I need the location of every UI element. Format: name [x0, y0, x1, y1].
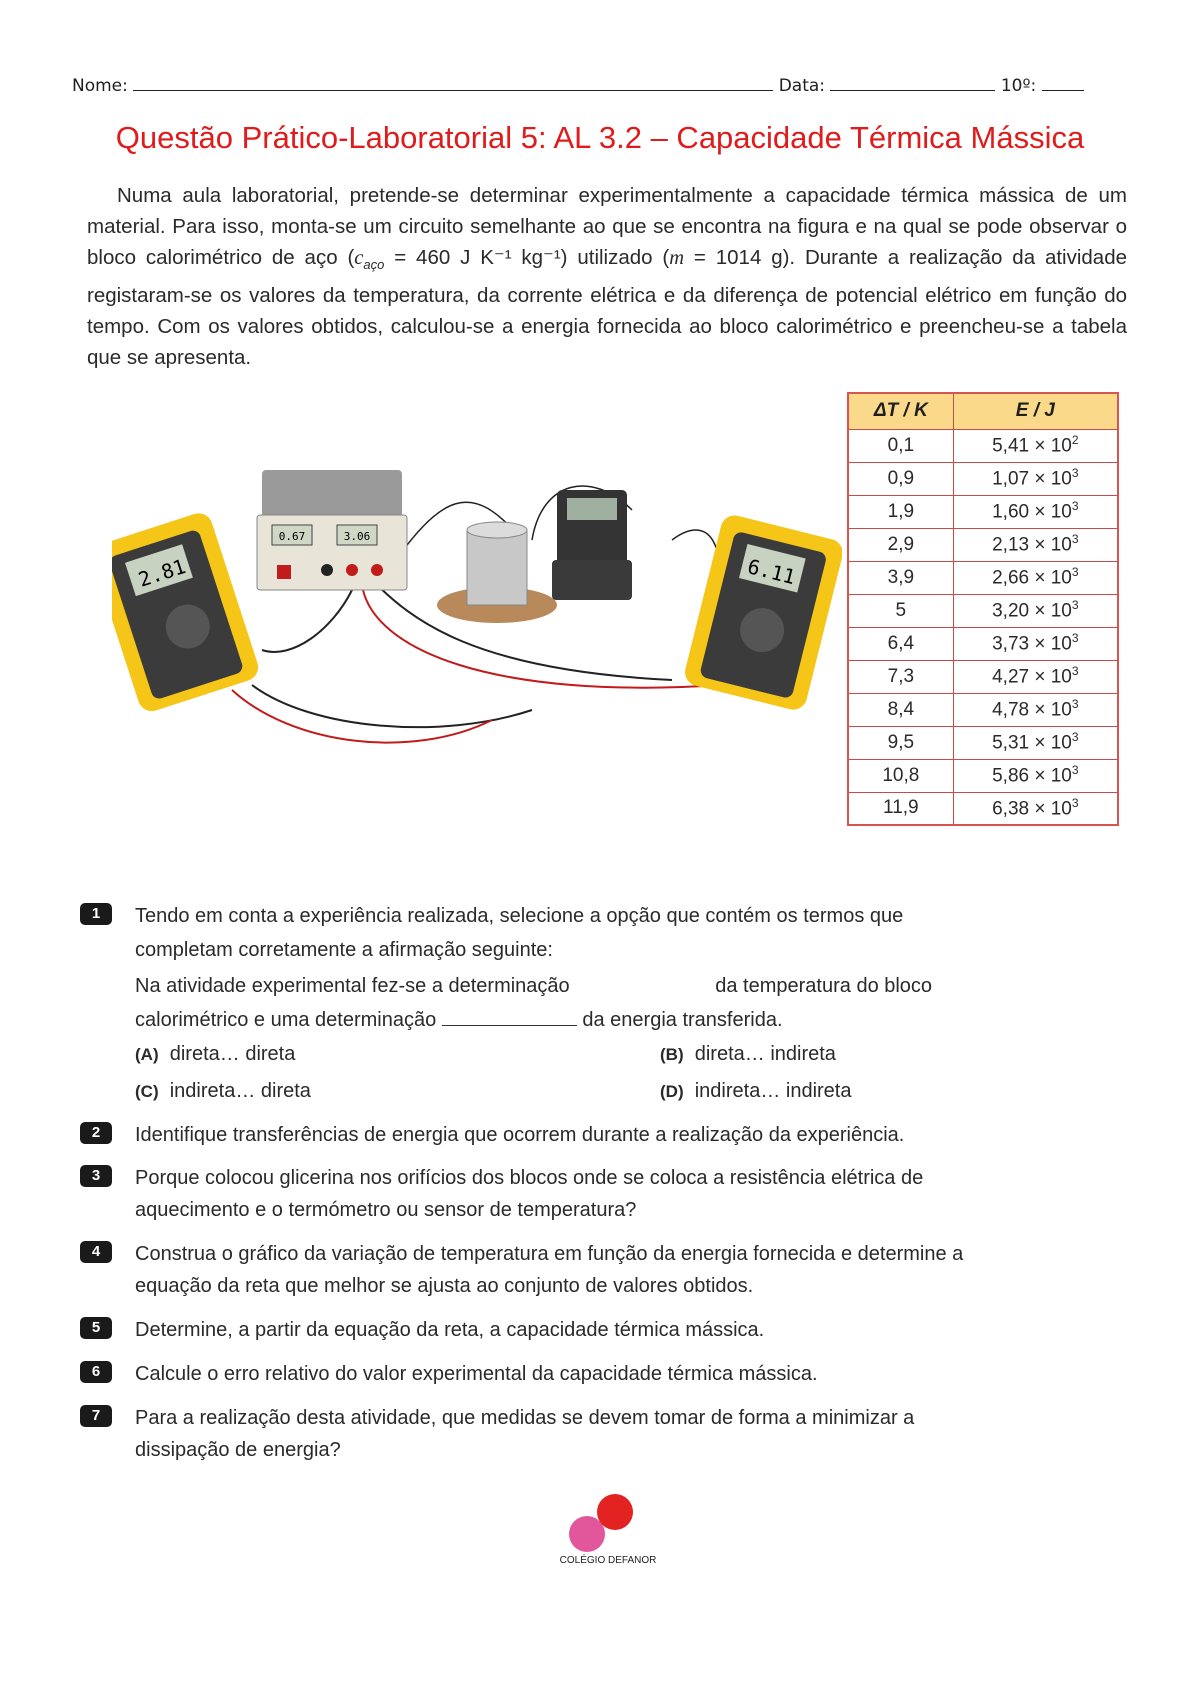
table-row: [848, 495, 1118, 528]
energy-exponent: 2: [1071, 433, 1079, 448]
option-d[interactable]: [660, 1075, 851, 1108]
energy-cell: [953, 528, 1118, 561]
table-row: [848, 693, 1118, 726]
question-number: 5: [80, 1317, 112, 1339]
c-value: = 460 J K⁻¹ kg⁻¹) utilizado (: [384, 246, 670, 269]
ano-label: 10º:: [1000, 76, 1037, 96]
energy-exponent: 3: [1071, 532, 1079, 547]
delta-t-cell: 3,9: [848, 561, 953, 594]
question-text: dissipação de energia?: [135, 1439, 341, 1461]
table-row: [848, 429, 1118, 462]
energy-exponent: 3: [1071, 466, 1079, 481]
question-statement: [135, 1004, 1120, 1036]
table-row: [848, 462, 1118, 495]
answer-blank[interactable]: [442, 1012, 577, 1026]
option-b[interactable]: [660, 1038, 836, 1071]
energy-mantissa: 4,27 × 10: [992, 666, 1072, 688]
psu-display-right: 3.06: [343, 530, 371, 543]
energy-cell: [953, 693, 1118, 726]
c-subscript: aço: [363, 257, 385, 273]
energy-mantissa: 2,13 × 10: [992, 534, 1072, 556]
statement-part: Na atividade experimental fez-se a determinação: [135, 975, 570, 997]
delta-t-cell: 10,8: [848, 759, 953, 792]
table-header-energy: E / J: [953, 393, 1118, 429]
intro-text-2: = 1014 g). Durante a realização da atividade registaram-se os valores da temperatura, da corrente elétrica e da diferença de potencial elétrico em função do tempo. Com os valores obtidos, calculou-se a energia fornecida ao bloco calorimétrico e preencheu-se a tabela que se apresenta.: [87, 246, 1128, 370]
delta-t-cell: 5: [848, 594, 953, 627]
table-row: [848, 594, 1118, 627]
option-text: indireta… indireta: [694, 1080, 852, 1102]
option-a[interactable]: [135, 1038, 295, 1071]
question-text: Para a realização desta atividade, que medidas se devem tomar de forma a minimizar a: [135, 1407, 915, 1429]
option-c[interactable]: [135, 1075, 311, 1108]
table-header-delta-t: ΔT / K: [848, 393, 953, 429]
energy-exponent: 3: [1071, 499, 1079, 514]
delta-t-cell: 1,9: [848, 495, 953, 528]
energy-cell: [953, 759, 1118, 792]
energy-mantissa: 1,07 × 10: [992, 468, 1072, 490]
delta-t-cell: 0,1: [848, 429, 953, 462]
right-meter-display: 6.11: [745, 554, 798, 590]
option-text: direta… indireta: [694, 1043, 836, 1065]
question-text: aquecimento e o termómetro ou sensor de temperatura?: [135, 1199, 637, 1221]
delta-t-cell: 0,9: [848, 462, 953, 495]
energy-exponent: 3: [1071, 796, 1079, 811]
energy-exponent: 3: [1071, 697, 1079, 712]
student-header: [72, 76, 1112, 96]
energy-cell: [953, 594, 1118, 627]
intro-paragraph: [87, 180, 1127, 373]
option-text: indireta… direta: [169, 1080, 311, 1102]
intro-text-1: Numa aula laboratorial, pretende-se determinar experimentalmente a capacidade térmica mássica de um material. Para isso, monta-se um circuito semelhante ao que se encontra na figura e na qual se pode observar o bloco calorimétrico de aço (: [87, 184, 1127, 269]
energy-mantissa: 5,41 × 10: [992, 435, 1072, 457]
power-supply-vent: [262, 470, 402, 520]
table-row: [848, 561, 1118, 594]
delta-t-cell: 6,4: [848, 627, 953, 660]
energy-cell: [953, 792, 1118, 825]
question-text: Construa o gráfico da variação de temperatura em função da energia fornecida e determine a: [135, 1243, 964, 1265]
question-text: Tendo em conta a experiência realizada, selecione a opção que contém os termos que: [135, 905, 904, 927]
energy-mantissa: 5,86 × 10: [992, 765, 1072, 787]
question-number: 7: [80, 1405, 112, 1427]
table-row: [848, 660, 1118, 693]
option-label: (D): [660, 1082, 684, 1101]
question-number: 3: [80, 1165, 112, 1187]
energy-exponent: 3: [1071, 565, 1079, 580]
energy-mantissa: 2,66 × 10: [992, 567, 1072, 589]
energy-temperature-table: [847, 392, 1119, 826]
question-text: completam corretamente a afirmação seguinte:: [135, 939, 553, 961]
energy-cell: [953, 462, 1118, 495]
delta-t-cell: 8,4: [848, 693, 953, 726]
energy-cell: [953, 726, 1118, 759]
m-symbol: m: [669, 247, 685, 269]
energy-exponent: 3: [1071, 631, 1079, 646]
statement-part: da energia transferida.: [582, 1009, 783, 1031]
nome-field[interactable]: [133, 77, 773, 91]
table-row: [848, 792, 1118, 825]
energy-cell: [953, 627, 1118, 660]
energy-exponent: 3: [1071, 598, 1079, 613]
psu-display-left: 0.67: [278, 530, 306, 543]
ano-field[interactable]: [1042, 77, 1084, 91]
right-multimeter: [682, 513, 842, 713]
left-multimeter: [112, 510, 262, 715]
statement-part: da temperatura do bloco: [715, 975, 933, 997]
question-text: Porque colocou glicerina nos orifícios dos blocos onde se coloca a resistência elétrica de: [135, 1167, 924, 1189]
delta-t-cell: 9,5: [848, 726, 953, 759]
option-text: direta… direta: [169, 1043, 296, 1065]
school-logo: [553, 1490, 663, 1560]
school-name: COLÉGIO DEFANOR: [559, 1555, 657, 1566]
energy-mantissa: 1,60 × 10: [992, 501, 1072, 523]
left-meter-display: 2.81: [135, 554, 189, 592]
c-symbol: c: [354, 247, 364, 269]
table-row: [848, 627, 1118, 660]
question-number: 6: [80, 1361, 112, 1383]
option-label: (C): [135, 1082, 159, 1101]
question-number: 4: [80, 1241, 112, 1263]
question-statement: [135, 970, 1120, 1002]
statement-part: calorimétrico e uma determinação: [135, 1009, 437, 1031]
energy-cell: [953, 495, 1118, 528]
option-label: (B): [660, 1045, 684, 1064]
energy-exponent: 3: [1071, 763, 1079, 778]
energy-exponent: 3: [1071, 730, 1079, 745]
energy-mantissa: 5,31 × 10: [992, 732, 1072, 754]
table-row: [848, 759, 1118, 792]
energy-exponent: 3: [1071, 664, 1079, 679]
data-logger: [552, 560, 632, 600]
delta-t-cell: 11,9: [848, 792, 953, 825]
energy-cell: [953, 561, 1118, 594]
energy-cell: [953, 660, 1118, 693]
question-number: 1: [80, 903, 112, 925]
question-text: Calcule o erro relativo do valor experimental da capacidade térmica mássica.: [135, 1363, 818, 1385]
table-row: [848, 726, 1118, 759]
energy-mantissa: 4,78 × 10: [992, 699, 1072, 721]
table-row: [848, 528, 1118, 561]
page-title: Questão Prático-Laboratorial 5: AL 3.2 – Capacidade Térmica Mássica: [115, 120, 1085, 155]
nome-label: Nome:: [72, 76, 128, 96]
question-text: equação da reta que melhor se ajusta ao conjunto de valores obtidos.: [135, 1275, 754, 1297]
calorimeter-block: [467, 530, 527, 605]
energy-mantissa: 3,20 × 10: [992, 600, 1072, 622]
question-text: Identifique transferências de energia que ocorrem durante a realização da experiência.: [135, 1124, 905, 1146]
energy-mantissa: 6,38 × 10: [992, 798, 1072, 820]
data-field[interactable]: [830, 77, 995, 91]
question-number: 2: [80, 1122, 112, 1144]
energy-mantissa: 3,73 × 10: [992, 633, 1072, 655]
delta-t-cell: 2,9: [848, 528, 953, 561]
option-label: (A): [135, 1045, 159, 1064]
data-label: Data:: [778, 76, 826, 96]
energy-cell: [953, 429, 1118, 462]
lab-setup-illustration: [112, 470, 842, 760]
question-text: Determine, a partir da equação da reta, a capacidade térmica mássica.: [135, 1319, 765, 1341]
delta-t-cell: 7,3: [848, 660, 953, 693]
